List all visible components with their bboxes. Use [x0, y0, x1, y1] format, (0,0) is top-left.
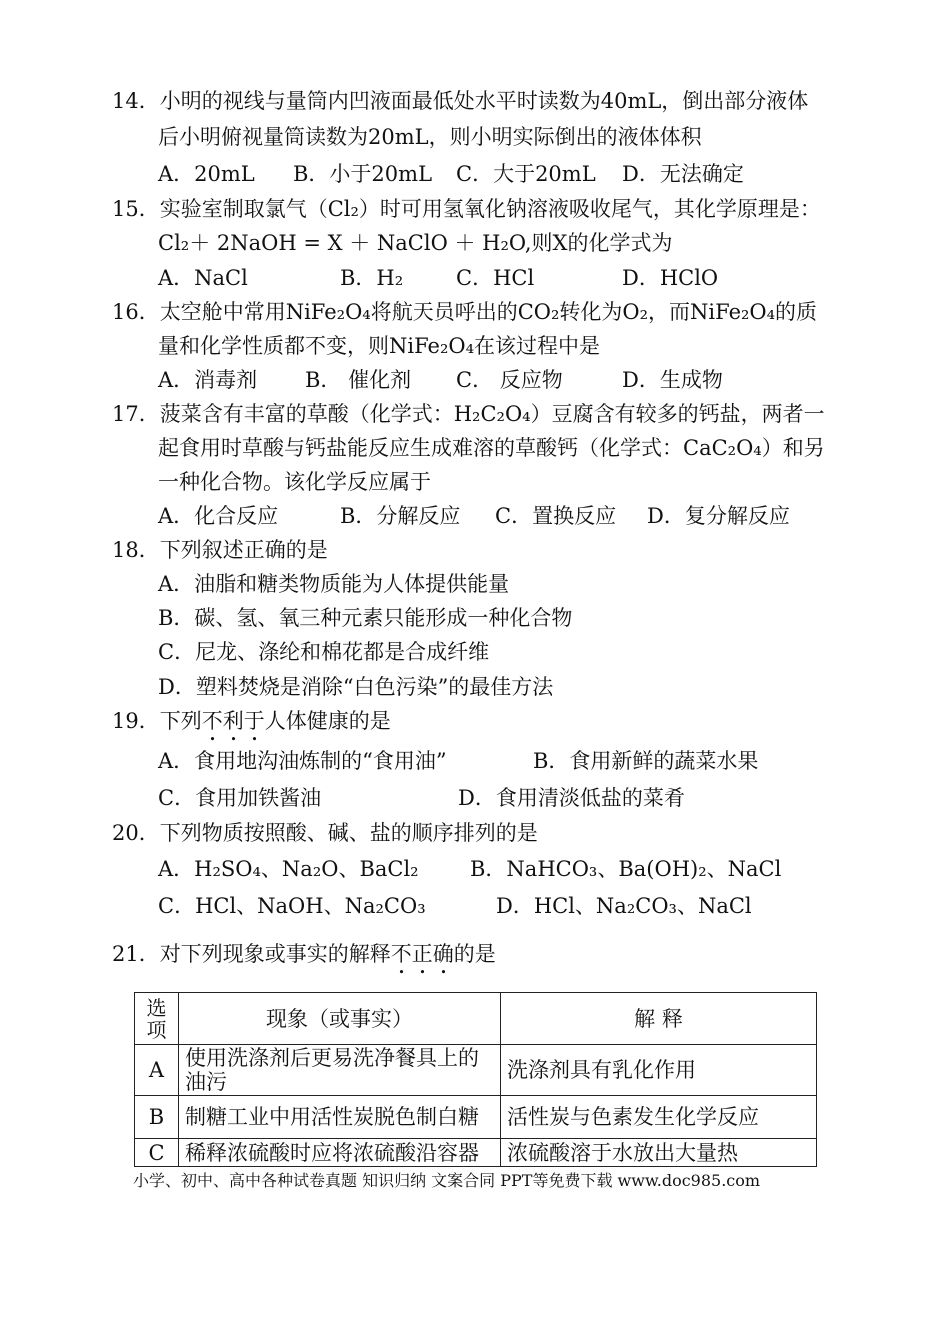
q21-table: [134, 992, 817, 1167]
q18-option-c: C．尼龙、涤纶和棉花都是合成纤维: [158, 640, 490, 664]
q14-option-a: A．20mL: [158, 162, 255, 186]
q17-option-a: A．化合反应: [158, 504, 279, 528]
q15-stem-line1: 15．实验室制取氯气（Cl₂）时可用氢氧化钠溶液吸收尾气，其化学原理是：: [112, 197, 821, 221]
q14-stem-line2: 后小明俯视量筒读数为20mL，则小明实际倒出的液体体积: [158, 125, 702, 149]
q15-option-b: B．H₂: [340, 266, 404, 290]
q21-stem-post: 的是: [453, 942, 496, 966]
table-header-explanation: 解 释: [501, 993, 817, 1045]
table-cell-phenomenon: 稀释浓硫酸时应将浓硫酸沿容器: [179, 1139, 501, 1167]
table-cell-phenomenon: 制糖工业中用活性炭脱色制白糖: [179, 1096, 501, 1139]
q20-option-c: C．HCl、NaOH、Na₂CO₃: [158, 894, 426, 918]
q18-option-b: B．碳、氢、氧三种元素只能形成一种化合物: [158, 606, 573, 630]
q21-stem: [112, 941, 496, 979]
q19-stem-emphasis: 不利于: [201, 709, 265, 733]
q18-stem: 18．下列叙述正确的是: [112, 538, 328, 562]
q14-stem-line1: 14．小明的视线与量筒内凹液面最低处水平时读数为40mL，倒出部分液体: [112, 89, 809, 113]
q20-stem: 20．下列物质按照酸、碱、盐的顺序排列的是: [112, 821, 538, 845]
table-header-phenomenon: 现象（或事实）: [179, 993, 501, 1045]
q15-stem-line2: Cl₂＋ 2NaOH = X ＋ NaClO ＋ H₂O,则X的化学式为: [158, 231, 673, 255]
q19-option-b: B．食用新鲜的蔬菜水果: [533, 749, 759, 773]
q19-stem-post: 人体健康的是: [264, 709, 391, 733]
q16-stem-line2: 量和化学性质都不变，则NiFe₂O₄在该过程中是: [158, 334, 600, 358]
q17-stem-line2: 起食用时草酸与钙盐能反应生成难溶的草酸钙（化学式：CaC₂O₄）和另: [158, 436, 825, 460]
q20-option-b: B．NaHCO₃、Ba(OH)₂、NaCl: [470, 857, 782, 881]
q20-option-a: A．H₂SO₄、Na₂O、BaCl₂: [158, 857, 419, 881]
q18-option-a: A．油脂和糖类物质能为人体提供能量: [158, 572, 510, 596]
table-cell-explanation: 活性炭与色素发生化学反应: [501, 1096, 817, 1139]
q19-option-d: D．食用清淡低盐的菜肴: [458, 786, 685, 810]
table-cell-option: B: [135, 1096, 179, 1139]
q16-option-c: C． 反应物: [456, 368, 563, 392]
table-cell-explanation: 洗涤剂具有乳化作用: [501, 1045, 817, 1096]
table-row: [135, 1139, 817, 1167]
q16-option-a: A．消毒剂: [158, 368, 258, 392]
q19-option-c: C．食用加铁酱油: [158, 786, 322, 810]
q20-option-d: D．HCl、Na₂CO₃、NaCl: [496, 894, 752, 918]
q14-option-b: B．小于20mL: [293, 162, 433, 186]
q16-stem-line1: 16．太空舱中常用NiFe₂O₄将航天员呼出的CO₂转化为O₂，而NiFe₂O₄的质: [112, 300, 818, 324]
table-row: [135, 1045, 817, 1096]
table-cell-option: A: [135, 1045, 179, 1096]
q19-option-a: A．食用地沟油炼制的“食用油”: [158, 749, 447, 773]
q15-option-d: D．HClO: [622, 266, 719, 290]
q21-stem-emphasis: 不正确: [390, 942, 454, 966]
q17-stem-line1: 17．菠菜含有丰富的草酸（化学式：H₂C₂O₄）豆腐含有较多的钙盐，两者一: [112, 402, 825, 426]
q17-option-c: C．置换反应: [495, 504, 617, 528]
table-cell-option: C: [135, 1139, 179, 1167]
q19-stem: [112, 708, 391, 746]
table-cell-explanation: 浓硫酸溶于水放出大量热: [501, 1139, 817, 1167]
q16-option-b: B． 催化剂: [305, 368, 412, 392]
table-cell-phenomenon: 使用洗涤剂后更易洗净餐具上的油污: [179, 1045, 501, 1096]
q18-option-d: D．塑料焚烧是消除“白色污染”的最佳方法: [158, 675, 554, 699]
table-row: [135, 1096, 817, 1139]
q17-option-d: D．复分解反应: [647, 504, 790, 528]
q14-option-d: D．无法确定: [622, 162, 744, 186]
q19-stem-pre: 19．下列: [112, 709, 202, 733]
q17-stem-line3: 一种化合物。该化学反应属于: [158, 470, 431, 494]
q14-option-c: C．大于20mL: [456, 162, 596, 186]
q16-option-d: D．生成物: [622, 368, 723, 392]
page-footer: 小学、初中、高中各种试卷真题 知识归纳 文案合同 PPT等免费下载 www.doc985.com: [133, 1171, 761, 1190]
q17-option-b: B．分解反应: [340, 504, 461, 528]
q21-stem-pre: 21．对下列现象或事实的解释: [112, 942, 391, 966]
q15-option-c: C．HCl: [456, 266, 535, 290]
table-header-row: [135, 993, 817, 1045]
q15-option-a: A．NaCl: [158, 266, 248, 290]
table-header-option: 选项: [135, 993, 179, 1045]
